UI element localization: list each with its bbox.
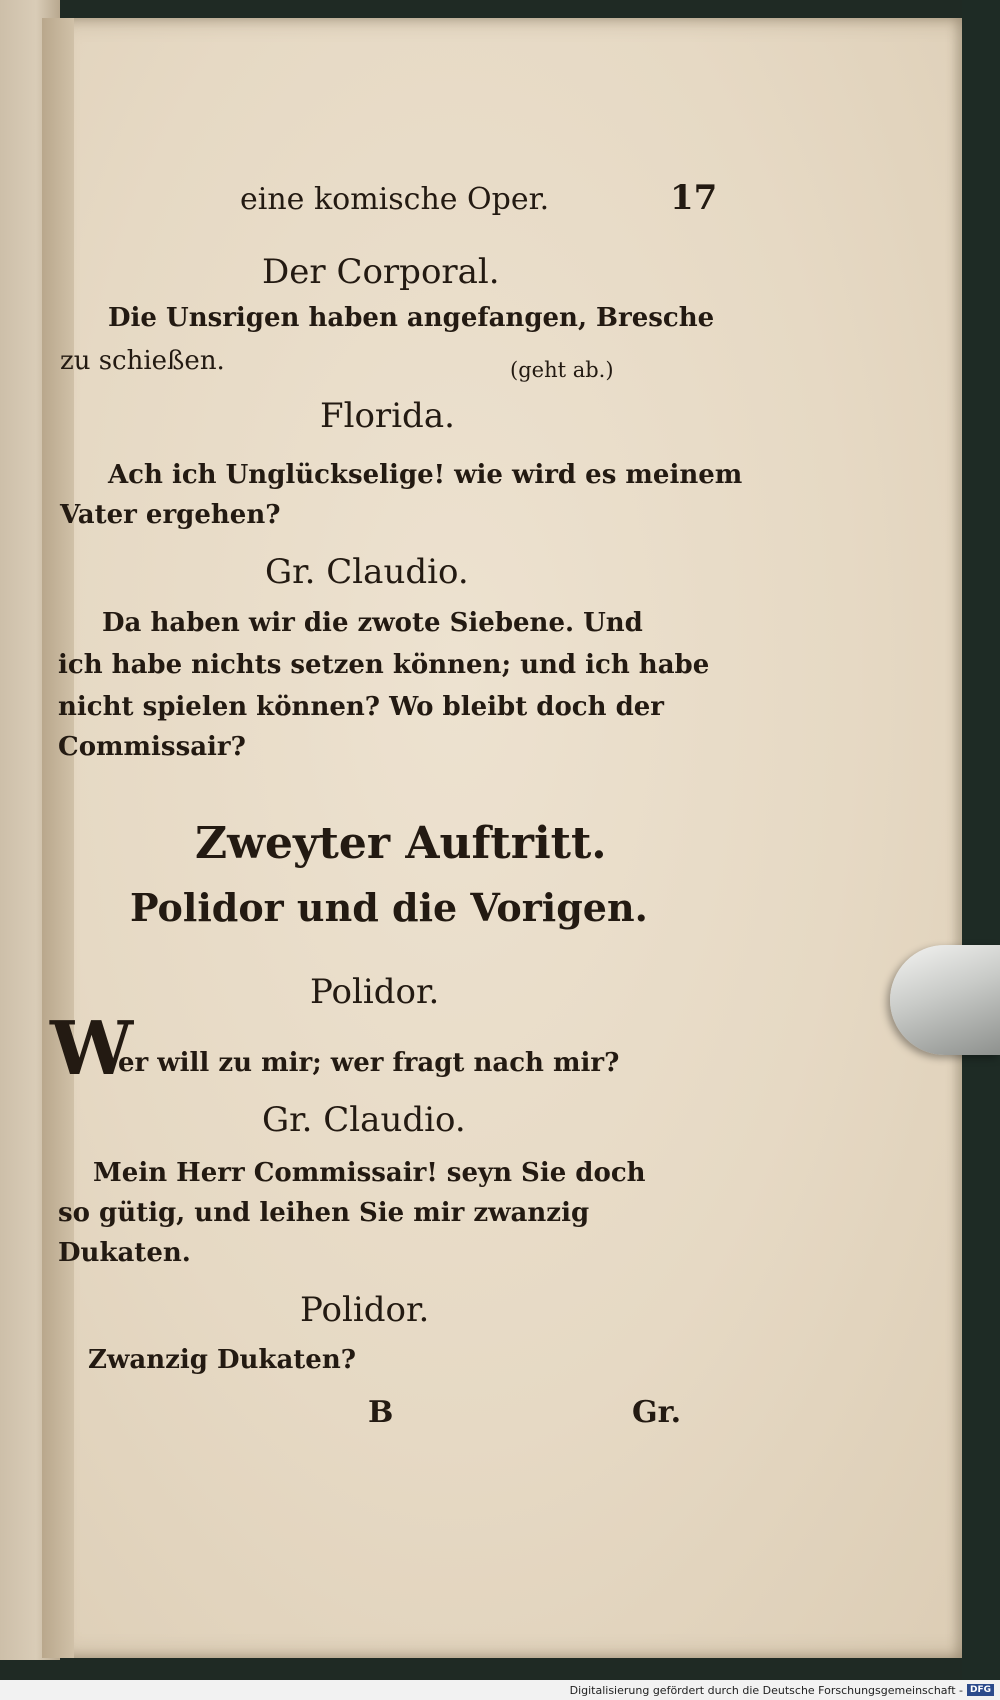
- stage-direction: (geht ab.): [510, 358, 614, 382]
- text-line: er will zu mir; wer fragt nach mir?: [118, 1048, 620, 1078]
- text-line: so gütig, und leihen Sie mir zwanzig: [58, 1198, 590, 1228]
- text-line: Zwanzig Dukaten?: [88, 1345, 356, 1375]
- speaker-claudio: Gr. Claudio.: [265, 552, 469, 592]
- text-line: Commissair?: [58, 732, 246, 762]
- text-line: Dukaten.: [58, 1238, 191, 1268]
- text-line: Vater ergehen?: [60, 500, 281, 530]
- speaker-polidor: Polidor.: [300, 1290, 430, 1330]
- dfg-logo: DFG: [967, 1684, 994, 1696]
- footer-credit: Digitalisierung gefördert durch die Deutsche Forschungsgemeinschaft -: [569, 1683, 963, 1697]
- speaker-corporal: Der Corporal.: [262, 252, 500, 292]
- running-head: eine komische Oper.: [240, 182, 550, 217]
- catchword: Gr.: [632, 1395, 682, 1430]
- text-line: Ach ich Unglückselige! wie wird es meinem: [108, 460, 743, 490]
- signature-mark: B: [368, 1395, 394, 1430]
- speaker-florida: Florida.: [320, 396, 455, 436]
- drop-cap: W: [50, 1006, 134, 1092]
- page-clip: [890, 945, 1000, 1055]
- page-gutter: [42, 18, 74, 1658]
- cast-line: Polidor und die Vorigen.: [130, 885, 648, 930]
- footer-bar: [0, 1680, 1000, 1700]
- speaker-claudio: Gr. Claudio.: [262, 1100, 466, 1140]
- text-line: ich habe nichts setzen können; und ich habe: [58, 650, 710, 680]
- backdrop-right: [962, 0, 1000, 1700]
- text-line: Da haben wir die zwote Siebene. Und: [102, 608, 643, 638]
- speaker-polidor: Polidor.: [310, 972, 440, 1012]
- text-line: Die Unsrigen haben angefangen, Bresche: [108, 303, 715, 333]
- text-line: nicht spielen können? Wo bleibt doch der: [58, 692, 664, 722]
- text-line: zu schießen.: [60, 346, 225, 376]
- text-line: Mein Herr Commissair! seyn Sie doch: [93, 1158, 646, 1188]
- page-number: 17: [670, 178, 718, 218]
- scene-heading: Zweyter Auftritt.: [195, 818, 607, 869]
